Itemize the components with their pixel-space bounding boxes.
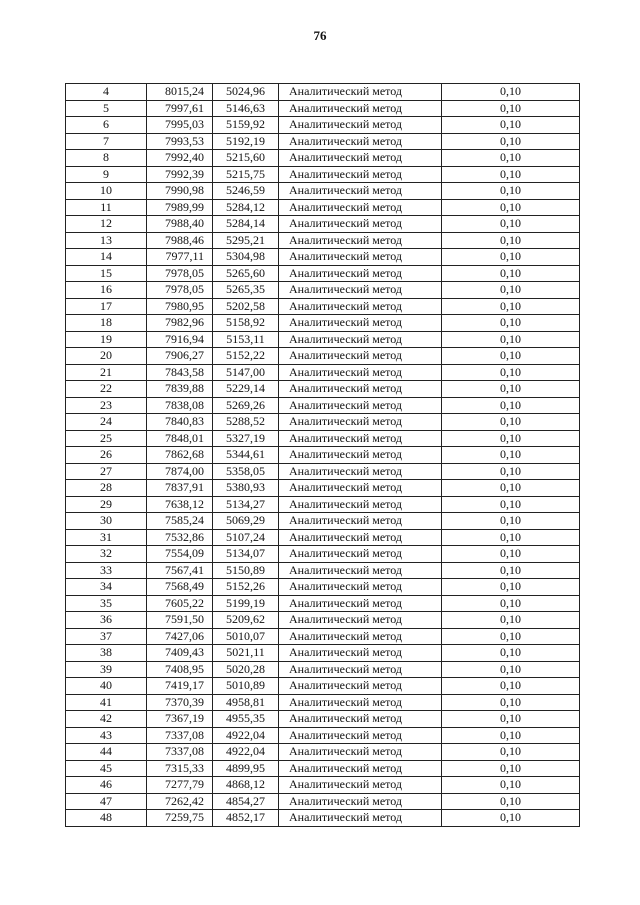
method-cell: Аналитический метод <box>279 364 442 381</box>
point-number: 45 <box>66 760 147 777</box>
coordinate-x: 7638,12 <box>147 496 213 513</box>
coordinate-y: 5010,07 <box>213 628 279 645</box>
method-cell: Аналитический метод <box>279 298 442 315</box>
error-cell: 0,10 <box>442 397 580 414</box>
coordinate-y: 4922,04 <box>213 744 279 761</box>
coordinate-y: 5215,75 <box>213 166 279 183</box>
point-number: 24 <box>66 414 147 431</box>
coordinate-x: 7337,08 <box>147 727 213 744</box>
coordinate-y: 5288,52 <box>213 414 279 431</box>
error-cell: 0,10 <box>442 298 580 315</box>
method-cell: Аналитический метод <box>279 628 442 645</box>
coordinate-y: 5192,19 <box>213 133 279 150</box>
table-row <box>66 496 580 513</box>
error-cell: 0,10 <box>442 480 580 497</box>
coordinate-x: 7997,61 <box>147 100 213 117</box>
method-cell: Аналитический метод <box>279 282 442 299</box>
coordinate-y: 5134,27 <box>213 496 279 513</box>
coordinate-y: 5153,11 <box>213 331 279 348</box>
coordinate-x: 7862,68 <box>147 447 213 464</box>
coordinate-y: 5199,19 <box>213 595 279 612</box>
table-row <box>66 727 580 744</box>
point-number: 18 <box>66 315 147 332</box>
point-number: 43 <box>66 727 147 744</box>
error-cell: 0,10 <box>442 117 580 134</box>
point-number: 34 <box>66 579 147 596</box>
error-cell: 0,10 <box>442 381 580 398</box>
error-cell: 0,10 <box>442 150 580 167</box>
coordinate-x: 7874,00 <box>147 463 213 480</box>
method-cell: Аналитический метод <box>279 447 442 464</box>
coordinate-y: 4899,95 <box>213 760 279 777</box>
coordinate-x: 7990,98 <box>147 183 213 200</box>
point-number: 28 <box>66 480 147 497</box>
table-row <box>66 397 580 414</box>
table-row <box>66 150 580 167</box>
error-cell: 0,10 <box>442 661 580 678</box>
coordinate-y: 5209,62 <box>213 612 279 629</box>
coordinate-x: 7978,05 <box>147 282 213 299</box>
coordinate-x: 7409,43 <box>147 645 213 662</box>
table-row <box>66 315 580 332</box>
error-cell: 0,10 <box>442 711 580 728</box>
method-cell: Аналитический метод <box>279 117 442 134</box>
table-row <box>66 562 580 579</box>
coordinate-y: 5107,24 <box>213 529 279 546</box>
coordinate-x: 7315,33 <box>147 760 213 777</box>
point-number: 32 <box>66 546 147 563</box>
error-cell: 0,10 <box>442 315 580 332</box>
coordinate-x: 7554,09 <box>147 546 213 563</box>
error-cell: 0,10 <box>442 282 580 299</box>
table-row <box>66 645 580 662</box>
coordinates-table <box>65 83 580 827</box>
coordinate-y: 5344,61 <box>213 447 279 464</box>
method-cell: Аналитический метод <box>279 546 442 563</box>
coordinate-y: 5158,92 <box>213 315 279 332</box>
coordinate-x: 7995,03 <box>147 117 213 134</box>
coordinate-y: 5152,26 <box>213 579 279 596</box>
table-row <box>66 166 580 183</box>
error-cell: 0,10 <box>442 265 580 282</box>
error-cell: 0,10 <box>442 348 580 365</box>
method-cell: Аналитический метод <box>279 183 442 200</box>
method-cell: Аналитический метод <box>279 777 442 794</box>
point-number: 29 <box>66 496 147 513</box>
table-row <box>66 711 580 728</box>
table-row <box>66 381 580 398</box>
coordinate-x: 7277,79 <box>147 777 213 794</box>
coordinate-y: 5159,92 <box>213 117 279 134</box>
coordinate-x: 7605,22 <box>147 595 213 612</box>
coordinate-x: 7408,95 <box>147 661 213 678</box>
error-cell: 0,10 <box>442 628 580 645</box>
method-cell: Аналитический метод <box>279 232 442 249</box>
coordinate-y: 5020,28 <box>213 661 279 678</box>
error-cell: 0,10 <box>442 793 580 810</box>
coordinate-y: 5358,05 <box>213 463 279 480</box>
table-row <box>66 546 580 563</box>
table-row <box>66 331 580 348</box>
point-number: 39 <box>66 661 147 678</box>
coordinate-y: 5202,58 <box>213 298 279 315</box>
table-row <box>66 463 580 480</box>
method-cell: Аналитический метод <box>279 381 442 398</box>
table-row <box>66 793 580 810</box>
method-cell: Аналитический метод <box>279 595 442 612</box>
coordinate-x: 7427,06 <box>147 628 213 645</box>
table-row <box>66 810 580 827</box>
table-row <box>66 216 580 233</box>
method-cell: Аналитический метод <box>279 579 442 596</box>
method-cell: Аналитический метод <box>279 711 442 728</box>
coordinate-x: 7916,94 <box>147 331 213 348</box>
error-cell: 0,10 <box>442 447 580 464</box>
table-row <box>66 364 580 381</box>
error-cell: 0,10 <box>442 430 580 447</box>
point-number: 33 <box>66 562 147 579</box>
error-cell: 0,10 <box>442 595 580 612</box>
point-number: 14 <box>66 249 147 266</box>
point-number: 15 <box>66 265 147 282</box>
coordinate-y: 5284,14 <box>213 216 279 233</box>
point-number: 38 <box>66 645 147 662</box>
coordinate-y: 5304,98 <box>213 249 279 266</box>
method-cell: Аналитический метод <box>279 216 442 233</box>
coordinate-y: 4958,81 <box>213 694 279 711</box>
table-row <box>66 100 580 117</box>
point-number: 47 <box>66 793 147 810</box>
table-row <box>66 117 580 134</box>
coordinate-y: 5265,35 <box>213 282 279 299</box>
method-cell: Аналитический метод <box>279 694 442 711</box>
error-cell: 0,10 <box>442 678 580 695</box>
coordinate-y: 5134,07 <box>213 546 279 563</box>
method-cell: Аналитический метод <box>279 463 442 480</box>
table-row <box>66 249 580 266</box>
coordinate-x: 7419,17 <box>147 678 213 695</box>
table-row <box>66 661 580 678</box>
method-cell: Аналитический метод <box>279 661 442 678</box>
point-number: 42 <box>66 711 147 728</box>
error-cell: 0,10 <box>442 694 580 711</box>
error-cell: 0,10 <box>442 744 580 761</box>
method-cell: Аналитический метод <box>279 645 442 662</box>
table-row <box>66 480 580 497</box>
coordinate-y: 5021,11 <box>213 645 279 662</box>
point-number: 26 <box>66 447 147 464</box>
coordinate-x: 7532,86 <box>147 529 213 546</box>
coordinate-y: 5147,00 <box>213 364 279 381</box>
method-cell: Аналитический метод <box>279 348 442 365</box>
method-cell: Аналитический метод <box>279 100 442 117</box>
point-number: 17 <box>66 298 147 315</box>
error-cell: 0,10 <box>442 529 580 546</box>
method-cell: Аналитический метод <box>279 612 442 629</box>
point-number: 27 <box>66 463 147 480</box>
coordinate-x: 7370,39 <box>147 694 213 711</box>
point-number: 35 <box>66 595 147 612</box>
coordinate-x: 7843,58 <box>147 364 213 381</box>
coordinate-x: 7848,01 <box>147 430 213 447</box>
table-body <box>66 84 580 827</box>
coordinate-x: 7568,49 <box>147 579 213 596</box>
coordinate-x: 8015,24 <box>147 84 213 101</box>
method-cell: Аналитический метод <box>279 430 442 447</box>
table-row <box>66 348 580 365</box>
coordinate-x: 7337,08 <box>147 744 213 761</box>
point-number: 5 <box>66 100 147 117</box>
coordinate-y: 5215,60 <box>213 150 279 167</box>
coordinate-y: 5069,29 <box>213 513 279 530</box>
coordinate-x: 7567,41 <box>147 562 213 579</box>
error-cell: 0,10 <box>442 562 580 579</box>
table-row <box>66 414 580 431</box>
point-number: 21 <box>66 364 147 381</box>
table-row <box>66 777 580 794</box>
coordinate-x: 7837,91 <box>147 480 213 497</box>
error-cell: 0,10 <box>442 760 580 777</box>
point-number: 11 <box>66 199 147 216</box>
point-number: 13 <box>66 232 147 249</box>
coordinate-y: 5246,59 <box>213 183 279 200</box>
method-cell: Аналитический метод <box>279 529 442 546</box>
point-number: 30 <box>66 513 147 530</box>
coordinate-y: 5295,21 <box>213 232 279 249</box>
table-row <box>66 133 580 150</box>
point-number: 36 <box>66 612 147 629</box>
error-cell: 0,10 <box>442 100 580 117</box>
method-cell: Аналитический метод <box>279 810 442 827</box>
method-cell: Аналитический метод <box>279 199 442 216</box>
table-row <box>66 430 580 447</box>
point-number: 4 <box>66 84 147 101</box>
method-cell: Аналитический метод <box>279 727 442 744</box>
coordinate-y: 5152,22 <box>213 348 279 365</box>
point-number: 23 <box>66 397 147 414</box>
coordinate-y: 4955,35 <box>213 711 279 728</box>
method-cell: Аналитический метод <box>279 133 442 150</box>
coordinate-x: 7980,95 <box>147 298 213 315</box>
method-cell: Аналитический метод <box>279 150 442 167</box>
coordinate-x: 7585,24 <box>147 513 213 530</box>
method-cell: Аналитический метод <box>279 496 442 513</box>
point-number: 44 <box>66 744 147 761</box>
table-row <box>66 84 580 101</box>
table-row <box>66 678 580 695</box>
table-row <box>66 282 580 299</box>
coordinate-y: 4854,27 <box>213 793 279 810</box>
point-number: 19 <box>66 331 147 348</box>
coordinate-x: 7840,83 <box>147 414 213 431</box>
table-row <box>66 694 580 711</box>
error-cell: 0,10 <box>442 331 580 348</box>
error-cell: 0,10 <box>442 216 580 233</box>
coordinate-x: 7978,05 <box>147 265 213 282</box>
coordinate-y: 5327,19 <box>213 430 279 447</box>
coordinate-x: 7988,40 <box>147 216 213 233</box>
coordinate-x: 7989,99 <box>147 199 213 216</box>
method-cell: Аналитический метод <box>279 397 442 414</box>
error-cell: 0,10 <box>442 414 580 431</box>
point-number: 40 <box>66 678 147 695</box>
method-cell: Аналитический метод <box>279 249 442 266</box>
table-row <box>66 232 580 249</box>
coordinate-x: 7839,88 <box>147 381 213 398</box>
method-cell: Аналитический метод <box>279 793 442 810</box>
point-number: 20 <box>66 348 147 365</box>
point-number: 48 <box>66 810 147 827</box>
point-number: 31 <box>66 529 147 546</box>
point-number: 6 <box>66 117 147 134</box>
point-number: 22 <box>66 381 147 398</box>
page-number: 76 <box>313 28 327 43</box>
coordinate-x: 7262,42 <box>147 793 213 810</box>
method-cell: Аналитический метод <box>279 414 442 431</box>
error-cell: 0,10 <box>442 183 580 200</box>
error-cell: 0,10 <box>442 810 580 827</box>
coordinate-y: 5380,93 <box>213 480 279 497</box>
coordinate-x: 7992,40 <box>147 150 213 167</box>
coordinate-x: 7993,53 <box>147 133 213 150</box>
point-number: 12 <box>66 216 147 233</box>
method-cell: Аналитический метод <box>279 678 442 695</box>
point-number: 10 <box>66 183 147 200</box>
error-cell: 0,10 <box>442 645 580 662</box>
error-cell: 0,10 <box>442 496 580 513</box>
table-row <box>66 744 580 761</box>
error-cell: 0,10 <box>442 546 580 563</box>
method-cell: Аналитический метод <box>279 265 442 282</box>
error-cell: 0,10 <box>442 84 580 101</box>
point-number: 8 <box>66 150 147 167</box>
error-cell: 0,10 <box>442 579 580 596</box>
coordinate-x: 7977,11 <box>147 249 213 266</box>
table-row <box>66 628 580 645</box>
point-number: 37 <box>66 628 147 645</box>
point-number: 41 <box>66 694 147 711</box>
error-cell: 0,10 <box>442 364 580 381</box>
method-cell: Аналитический метод <box>279 513 442 530</box>
coordinate-x: 7367,19 <box>147 711 213 728</box>
coordinate-x: 7591,50 <box>147 612 213 629</box>
table-row <box>66 579 580 596</box>
error-cell: 0,10 <box>442 612 580 629</box>
coordinate-y: 5150,89 <box>213 562 279 579</box>
coordinate-y: 5024,96 <box>213 84 279 101</box>
coordinate-y: 4852,17 <box>213 810 279 827</box>
error-cell: 0,10 <box>442 777 580 794</box>
table-row <box>66 183 580 200</box>
coordinate-x: 7259,75 <box>147 810 213 827</box>
error-cell: 0,10 <box>442 199 580 216</box>
coordinate-y: 5229,14 <box>213 381 279 398</box>
table-row <box>66 199 580 216</box>
table-row <box>66 447 580 464</box>
error-cell: 0,10 <box>442 727 580 744</box>
method-cell: Аналитический метод <box>279 331 442 348</box>
method-cell: Аналитический метод <box>279 84 442 101</box>
coordinate-x: 7906,27 <box>147 348 213 365</box>
point-number: 46 <box>66 777 147 794</box>
coordinate-y: 5265,60 <box>213 265 279 282</box>
method-cell: Аналитический метод <box>279 562 442 579</box>
table-row <box>66 612 580 629</box>
point-number: 16 <box>66 282 147 299</box>
error-cell: 0,10 <box>442 463 580 480</box>
coordinate-y: 5010,89 <box>213 678 279 695</box>
table-row <box>66 595 580 612</box>
table-row <box>66 265 580 282</box>
coordinate-y: 5146,63 <box>213 100 279 117</box>
coordinate-y: 4868,12 <box>213 777 279 794</box>
error-cell: 0,10 <box>442 249 580 266</box>
coordinate-x: 7838,08 <box>147 397 213 414</box>
coordinate-y: 4922,04 <box>213 727 279 744</box>
coordinate-y: 5284,12 <box>213 199 279 216</box>
error-cell: 0,10 <box>442 513 580 530</box>
method-cell: Аналитический метод <box>279 760 442 777</box>
point-number: 7 <box>66 133 147 150</box>
method-cell: Аналитический метод <box>279 166 442 183</box>
table-row <box>66 529 580 546</box>
error-cell: 0,10 <box>442 133 580 150</box>
coordinate-x: 7992,39 <box>147 166 213 183</box>
table-row <box>66 513 580 530</box>
coordinate-x: 7982,96 <box>147 315 213 332</box>
coordinate-y: 5269,26 <box>213 397 279 414</box>
method-cell: Аналитический метод <box>279 744 442 761</box>
point-number: 9 <box>66 166 147 183</box>
error-cell: 0,10 <box>442 232 580 249</box>
method-cell: Аналитический метод <box>279 480 442 497</box>
coordinate-x: 7988,46 <box>147 232 213 249</box>
table-row <box>66 298 580 315</box>
error-cell: 0,10 <box>442 166 580 183</box>
table-row <box>66 760 580 777</box>
method-cell: Аналитический метод <box>279 315 442 332</box>
point-number: 25 <box>66 430 147 447</box>
